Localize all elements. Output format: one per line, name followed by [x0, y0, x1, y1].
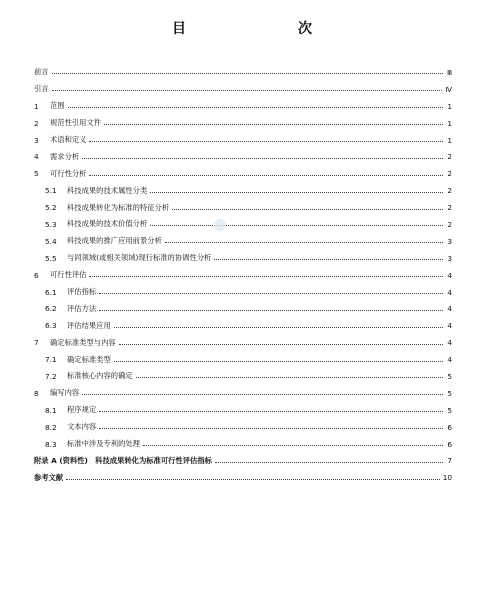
- dot-leader: [150, 224, 443, 226]
- toc-page-number: 7: [447, 456, 452, 466]
- watermark-mark: [214, 219, 226, 231]
- dot-leader: [99, 427, 443, 429]
- toc-entry-number: 8.3: [45, 439, 57, 449]
- toc-entry-text: 附录 A (资料性) 科技成果转化为标准可行性评估指标: [34, 455, 212, 465]
- toc-entry-number: 6.3: [45, 321, 57, 331]
- toc-page-number: 4: [447, 321, 452, 331]
- toc-entry-text: 科技成果转化为标准的特征分析: [67, 202, 170, 212]
- dot-leader: [136, 376, 443, 378]
- toc-entry-5-3[interactable]: [34, 216, 452, 233]
- toc-entry-text: 标准中涉及专利的处理: [67, 439, 140, 449]
- toc-entry-text: 参考文献: [34, 472, 64, 482]
- toc-page-number: 6: [447, 439, 452, 449]
- toc-page-number: 6: [447, 422, 452, 432]
- toc-entry-text: 引言: [34, 84, 49, 94]
- toc-entry-text: 科技成果的技术属性分类: [67, 185, 148, 195]
- dot-leader: [165, 241, 443, 243]
- toc-entry-7-2[interactable]: [34, 368, 452, 385]
- dot-leader: [82, 157, 443, 159]
- toc-entry-1[interactable]: [34, 98, 452, 115]
- toc-page-number: 5: [447, 388, 452, 398]
- toc-entry-text: 评估方法: [67, 303, 97, 313]
- dot-leader: [52, 72, 443, 74]
- dot-leader: [99, 292, 443, 294]
- toc-entry-text: 可行性评估: [50, 270, 87, 280]
- toc-page-number: 2: [447, 219, 452, 229]
- toc-entry-8-3[interactable]: [34, 436, 452, 453]
- toc-entry-text: 范围: [50, 101, 65, 111]
- toc-entry-number: 3: [34, 135, 39, 145]
- toc-entry-number: 6.2: [45, 304, 57, 314]
- toc-entry-number: 4: [34, 152, 39, 162]
- toc-page-number: Ⅲ: [446, 67, 452, 77]
- toc-page-number: 4: [447, 287, 452, 297]
- toc-entry-text: 确定标准类型: [67, 354, 111, 364]
- toc-page-number: 10: [442, 473, 452, 483]
- toc-page-number: 1: [447, 101, 452, 111]
- toc-entry-number: 8: [34, 388, 39, 398]
- toc-page-number: 5: [447, 371, 452, 381]
- toc-entry-text: 评估结果应用: [67, 320, 111, 330]
- toc-page-number: 1: [447, 118, 452, 128]
- toc-entry-number: 5.1: [45, 186, 57, 196]
- toc-page-number: 2: [447, 203, 452, 213]
- dot-leader: [89, 140, 443, 142]
- toc-entry-6[interactable]: [34, 267, 452, 284]
- toc-entry-text: 文本内容: [67, 422, 97, 432]
- toc-page-number: 2: [447, 169, 452, 179]
- toc-entry-text: 规范性引用文件: [50, 118, 102, 128]
- toc-entry-5[interactable]: [34, 165, 452, 182]
- toc-entry-2[interactable]: [34, 115, 452, 132]
- toc-entry-number: 5.2: [45, 203, 57, 213]
- dot-leader: [114, 360, 443, 362]
- toc-page-number: 1: [447, 135, 452, 145]
- dot-leader: [68, 106, 443, 108]
- toc-page-number: 4: [447, 338, 452, 348]
- toc-entry-number: 7.1: [45, 355, 57, 365]
- toc-entry-text: 前言: [34, 67, 49, 77]
- toc-entry-5-2[interactable]: [34, 199, 452, 216]
- dot-leader: [89, 174, 443, 176]
- dot-leader: [143, 444, 443, 446]
- toc-entry-6-1[interactable]: [34, 284, 452, 301]
- toc-entry-text: 程序规定: [67, 405, 97, 415]
- toc-entry-number: 8.2: [45, 422, 57, 432]
- toc-entry-text: 与同领域(或相关领域)现行标准的协调性分析: [67, 253, 212, 263]
- toc-entry-number: 2: [34, 118, 39, 128]
- dot-leader: [99, 309, 443, 311]
- toc-entry-text: 评估指标: [67, 287, 97, 297]
- toc-entry-number: 6: [34, 270, 39, 280]
- dot-leader: [150, 191, 443, 193]
- toc-entry-number: 1: [34, 101, 39, 111]
- toc-page-number: 4: [447, 270, 452, 280]
- toc-entry-number: 7.2: [45, 371, 57, 381]
- toc-entry-text: 术语和定义: [50, 135, 87, 144]
- toc-entry-number: 7: [34, 338, 39, 348]
- dot-leader: [89, 275, 443, 277]
- toc-entry-foreword[interactable]: [34, 64, 452, 81]
- toc-entry-text: 需求分析: [50, 151, 80, 161]
- toc-entry-appendix-a[interactable]: [34, 452, 452, 469]
- dot-leader: [82, 393, 443, 395]
- toc-entry-text: 科技成果的技术价值分析: [67, 219, 148, 229]
- toc-entry-introduction[interactable]: [34, 81, 452, 98]
- dot-leader: [172, 208, 443, 210]
- toc-page-number: 2: [447, 152, 452, 162]
- toc-entry-5-1[interactable]: [34, 182, 452, 199]
- dot-leader: [214, 258, 443, 260]
- toc-page-number: 3: [447, 253, 452, 263]
- toc-entry-8-1[interactable]: [34, 402, 452, 419]
- dot-leader: [114, 326, 443, 328]
- toc-entry-6-2[interactable]: [34, 300, 452, 317]
- toc-entry-4[interactable]: [34, 148, 452, 165]
- toc-entry-text: 标准核心内容的确定: [67, 371, 133, 381]
- toc-entry-6-3[interactable]: [34, 317, 452, 334]
- toc-page-number: 4: [447, 355, 452, 365]
- dot-leader: [119, 343, 443, 345]
- dot-leader: [215, 461, 443, 463]
- toc-entry-text: 编写内容: [50, 388, 80, 398]
- toc-entry-8-2[interactable]: [34, 419, 452, 436]
- dot-leader: [52, 89, 443, 91]
- toc-entry-number: 5: [34, 169, 39, 179]
- toc-entry-5-5[interactable]: [34, 250, 452, 267]
- table-of-contents: [34, 64, 452, 486]
- toc-entry-bibliography[interactable]: [34, 469, 452, 486]
- dot-leader: [99, 410, 443, 412]
- toc-entry-3[interactable]: [34, 132, 452, 149]
- dot-leader: [66, 478, 440, 480]
- toc-page-number: 2: [447, 186, 452, 196]
- toc-page-number: Ⅳ: [445, 84, 452, 94]
- toc-entry-number: 6.1: [45, 287, 57, 297]
- toc-page-number: 3: [447, 236, 452, 246]
- toc-page-number: 5: [447, 405, 452, 415]
- toc-entry-number: 5.3: [45, 219, 57, 229]
- toc-entry-text: 可行性分析: [50, 168, 87, 178]
- toc-entry-8[interactable]: [34, 385, 452, 402]
- toc-entry-text: 确定标准类型与内容: [50, 337, 116, 347]
- toc-entry-number: 5.4: [45, 236, 57, 246]
- toc-page-number: 4: [447, 304, 452, 314]
- toc-entry-number: 8.1: [45, 405, 57, 415]
- toc-entry-text: 科技成果的推广应用前景分析: [67, 236, 162, 246]
- toc-entry-5-4[interactable]: [34, 233, 452, 250]
- toc-entry-7-1[interactable]: [34, 351, 452, 368]
- toc-entry-number: 5.5: [45, 253, 57, 263]
- toc-entry-7[interactable]: [34, 334, 452, 351]
- toc-title: 目 次: [172, 21, 340, 37]
- dot-leader: [104, 123, 443, 125]
